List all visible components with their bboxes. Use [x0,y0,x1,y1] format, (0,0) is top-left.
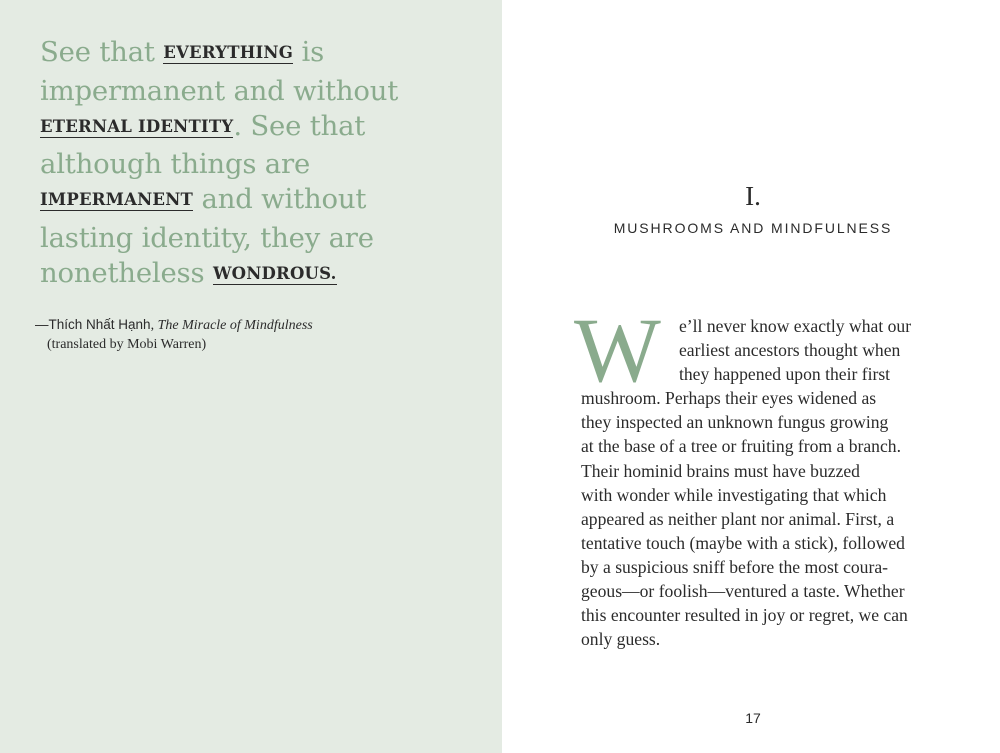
quote-text: . See that [233,109,366,142]
body-line: this encounter resulted in joy or regret, we can [581,605,908,626]
attribution-author: —Thích Nhất Hạnh [35,317,151,332]
body-line: geous—or foolish—ventured a taste. Whether [581,581,905,602]
quote-emphasis-word: IMPERMANENT [40,190,193,210]
quote-text: although things are [40,148,311,181]
quote-emphasis-word: EVERYTHING [163,43,293,62]
right-page [502,0,1000,753]
quote-line [40,182,480,221]
attribution-translator: (translated by Mobi Warren) [47,336,207,352]
quote-text: nonetheless [40,256,213,289]
chapter-number: I. [745,181,761,211]
attribution-separator: , [150,318,158,333]
body-line: Their hominid brains must have buzzed [581,460,860,481]
epigraph-quote [40,35,480,295]
quote-line [40,256,480,295]
body-line: earliest ancestors thought when [679,340,901,361]
quote-line [40,74,480,109]
quote-text: lasting identity, they are [40,221,374,254]
body-line: tentative touch (maybe with a stick), followed [581,532,905,553]
chapter-body-text [574,299,941,651]
body-line: e’ll never know exactly what our [679,316,912,336]
body-line: they inspected an unknown fungus growing [581,412,889,433]
page-number: 17 [745,710,761,726]
quote-text: See that [40,36,164,68]
body-line: they happened upon their first [679,364,891,385]
attribution-book-title: The Miracle of Mindfulness [157,318,313,333]
quote-line [40,147,480,182]
quote-line [40,221,480,256]
quote-text: impermanent and without [40,74,399,107]
body-line: by a suspicious sniff before the most coura- [581,556,889,577]
body-line: with wonder while investigating that which [581,484,887,505]
body-line: only guess. [581,629,661,650]
quote-line [40,109,480,148]
drop-cap: W [574,299,661,401]
epigraph-attribution [35,316,475,354]
body-line: at the base of a tree or fruiting from a branch. [581,436,901,457]
quote-emphasis-word: WONDROUS. [212,263,337,283]
chapter-title: MUSHROOMS AND MINDFULNESS [613,220,893,236]
quote-text: is [292,36,325,68]
quote-text: and without [192,183,367,216]
quote-line [40,35,480,74]
body-line: mushroom. Perhaps their eyes widened as [581,388,877,409]
body-line: appeared as neither plant nor animal. First, a [581,508,895,529]
quote-emphasis-word: ETERNAL IDENTITY [40,116,234,136]
